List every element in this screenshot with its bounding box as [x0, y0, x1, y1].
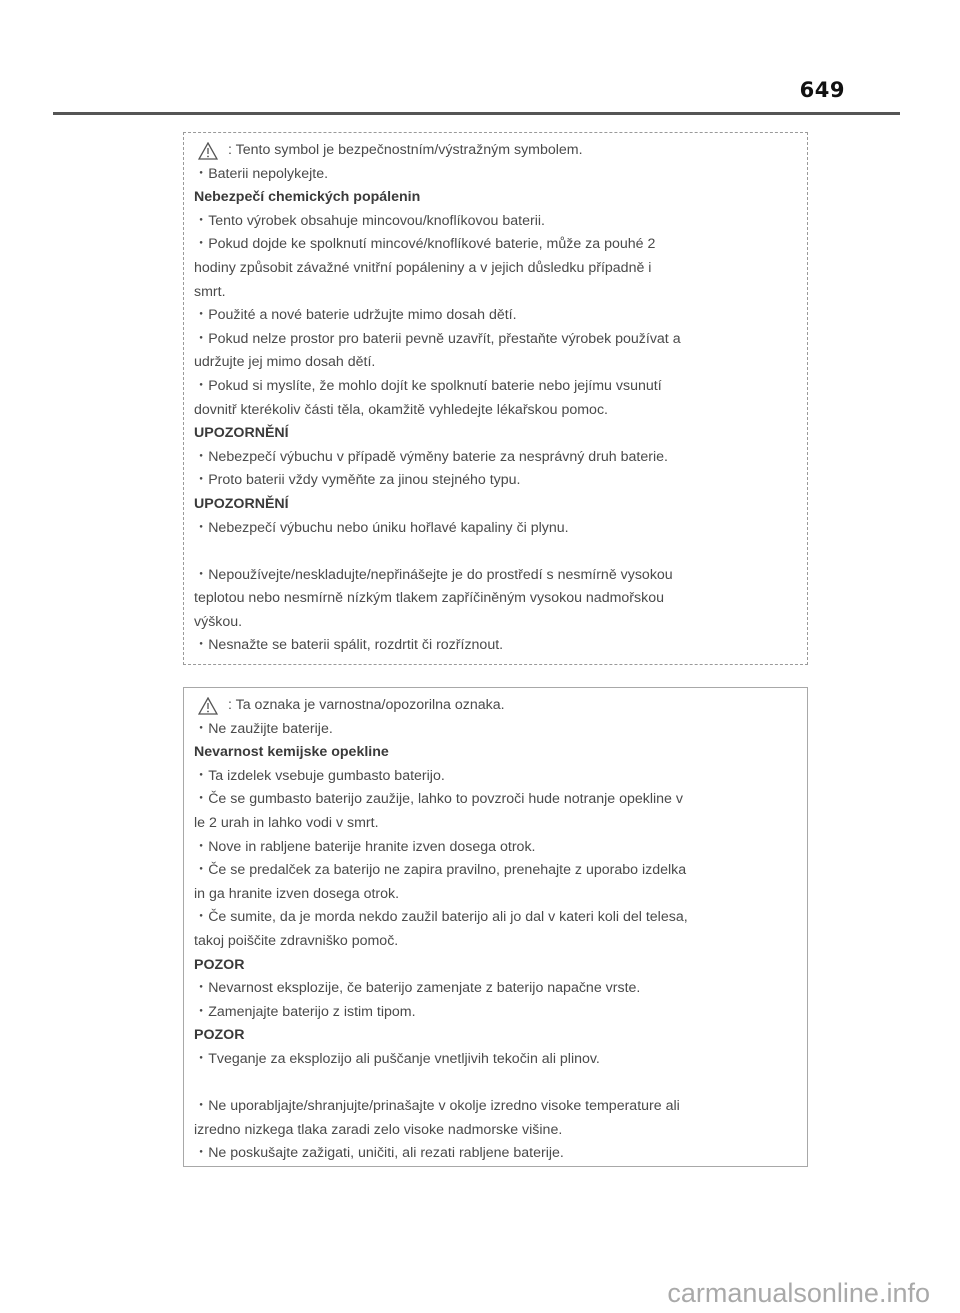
czech-symbol-text: : Tento symbol je bezpečnostním/výstražným symbolem. — [228, 142, 583, 158]
text-line: ・Tveganje za eksplozijo ali puščanje vnetljivih tekočin ali plinov. — [194, 1050, 600, 1067]
section-heading: POZOR — [194, 956, 245, 973]
text-line: dovnitř kterékoliv části těla, okamžitě vyhledejte lékařskou pomoc. — [194, 401, 608, 418]
text-line: ・Nesnažte se baterii spálit, rozdrtit či rozříznout. — [194, 637, 504, 654]
watermark: carmanualsonline.info — [667, 1278, 930, 1308]
text-line: ・Pokud si myslíte, že mohlo dojít ke spolknutí baterie nebo jejímu vsunutí — [194, 377, 662, 394]
text-line: udržujte jej mimo dosah dětí. — [194, 354, 376, 371]
text-line: ・Zamenjajte baterijo z istim tipom. — [194, 1003, 416, 1020]
text-line: ・Ne poskušajte zažigati, uničiti, ali rezati rabljene baterije. — [194, 1145, 564, 1162]
text-line: ・Nove in rabljene baterije hranite izven dosega otrok. — [194, 838, 536, 855]
warning-triangle-icon — [198, 697, 218, 715]
slovene-warning-box — [183, 687, 808, 1167]
text-line: in ga hranite izven dosega otrok. — [194, 885, 400, 902]
section-heading: Nebezpečí chemických popálenin — [194, 189, 421, 206]
text-line: izredno nizkega tlaka zaradi zelo visoke nadmorske višine. — [194, 1121, 563, 1138]
text-line: ・Nepoužívejte/neskladujte/nepřinášejte je do prostředí s nesmírně vysokou — [194, 566, 673, 583]
text-line: ・Ne zaužijte baterije. — [194, 720, 333, 737]
text-line: ・Tento výrobek obsahuje mincovou/knoflíkovou baterii. — [194, 212, 545, 229]
text-line: ・Baterii nepolykejte. — [194, 165, 329, 182]
czech-symbol-line — [194, 139, 797, 163]
section-heading: POZOR — [194, 1027, 245, 1044]
section-heading: UPOZORNĚNÍ — [194, 495, 289, 512]
text-line: ・Če se predalček za baterijo ne zapira pravilno, prenehajte z uporabo izdelka — [194, 862, 687, 879]
warning-triangle-icon — [198, 142, 218, 160]
text-line: ・Ta izdelek vsebuje gumbasto baterijo. — [194, 767, 445, 784]
text-line: ・Proto baterii vždy vyměňte za jinou stejného typu. — [194, 472, 521, 489]
text-line: teplotou nebo nesmírně nízkým tlakem zapříčiněným vysokou nadmořskou — [194, 590, 664, 607]
text-line: hodiny způsobit závažné vnitřní popáleniny a v jejich důsledku případně i — [194, 259, 652, 276]
text-line: ・Nebezpečí výbuchu nebo úniku hořlavé kapaliny či plynu. — [194, 519, 569, 536]
text-line: výškou. — [194, 613, 243, 630]
slovene-text-block — [194, 718, 797, 1166]
page-number: 649 — [799, 78, 845, 102]
blank-line — [194, 540, 797, 564]
section-heading: Nevarnost kemijske opekline — [194, 744, 389, 761]
blank-line — [194, 1072, 797, 1096]
text-line: ・Pokud dojde ke spolknutí mincové/knoflíkové baterie, může za pouhé 2 — [194, 236, 656, 253]
slovene-symbol-text: : Ta oznaka je varnostna/opozorilna oznaka. — [228, 697, 505, 713]
text-line: ・Ne uporabljajte/shranjujte/prinašajte v okolje izredno visoke temperature ali — [194, 1098, 680, 1115]
text-line: takoj poiščite zdravniško pomoč. — [194, 932, 399, 949]
text-line: ・Pokud nelze prostor pro baterii pevně uzavřít, přestaňte výrobek používat a — [194, 330, 681, 347]
text-line: ・Če sumite, da je morda nekdo zaužil baterijo ali jo dal v kateri koli del telesa, — [194, 909, 688, 926]
czech-text-block — [194, 163, 797, 658]
text-line: ・Nebezpečí výbuchu v případě výměny baterie za nesprávný druh baterie. — [194, 448, 668, 465]
text-line: smrt. — [194, 283, 226, 300]
header-rule — [53, 112, 900, 115]
section-heading: UPOZORNĚNÍ — [194, 425, 289, 442]
text-line: ・Če se gumbasto baterijo zaužije, lahko to povzroči hude notranje opekline v — [194, 791, 683, 808]
text-line: ・Použité a nové baterie udržujte mimo dosah dětí. — [194, 307, 517, 324]
text-line: le 2 urah in lahko vodi v smrt. — [194, 814, 379, 831]
slovene-symbol-line — [194, 694, 797, 718]
czech-warning-box — [183, 132, 808, 665]
text-line: ・Nevarnost eksplozije, če baterijo zamenjate z baterijo napačne vrste. — [194, 980, 641, 997]
